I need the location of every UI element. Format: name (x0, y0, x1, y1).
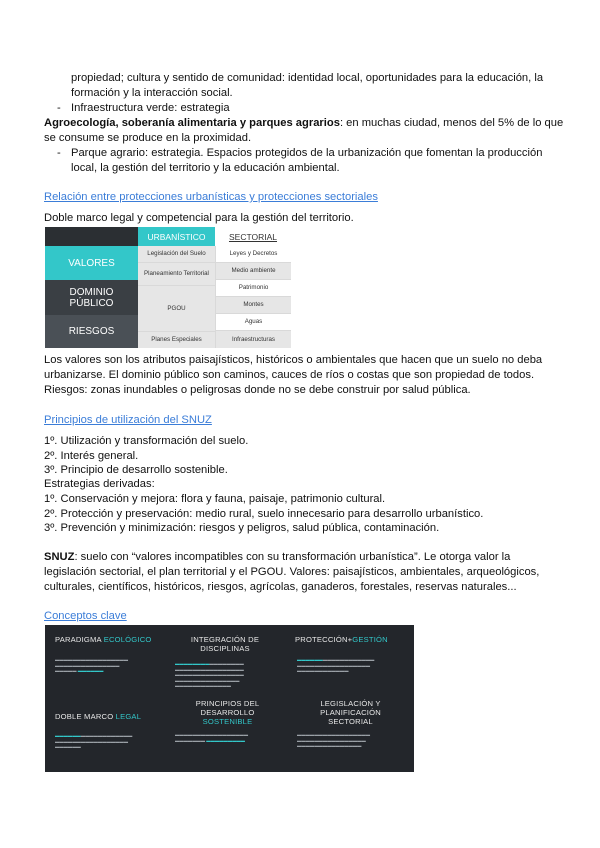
section-heading-principios[interactable]: Principios de utilización del SNUZ (44, 414, 212, 426)
col-sectorial: SECTORIAL (215, 227, 291, 246)
cell-planeamiento: Planeamiento Territorial (138, 263, 215, 285)
cell-legislacion-suelo: Legislación del Suelo (138, 246, 215, 262)
cell-leyes: Leyes y Decretos (216, 246, 291, 262)
section1-intro: Doble marco legal y competencial para la gestión del territorio. (44, 212, 354, 224)
concept-principios-text: ▬▬▬▬▬▬▬▬▬▬▬▬▬▬▬▬▬ ▬▬▬▬▬▬▬ ▬▬▬▬▬▬▬▬▬ (175, 732, 249, 743)
cell-planes-especiales: Planes Especiales (138, 332, 215, 348)
section-heading-conceptos[interactable]: Conceptos clave (44, 610, 127, 622)
section-heading-relacion[interactable]: Relación entre protecciones urbanísticas y protecciones sectoriales (44, 191, 378, 203)
concept-paradigma-text: ▬▬▬▬▬▬▬▬▬▬▬▬▬▬▬▬▬ ▬▬▬▬▬▬▬▬▬▬▬▬▬▬▬ ▬▬▬▬▬ ▬▬▬▬▬▬ (55, 657, 129, 674)
concept-proteccion-b: GESTIÓN (352, 635, 388, 644)
concept-paradigma (55, 635, 155, 644)
agro-bullet-1: Parque agrario: estrategia. Espacios protegidos de la urbanización que fomentan la producción (71, 147, 543, 159)
section1-para-3: Riesgos: zonas inundables o peligrosas donde no se debe construir por salud pública. (44, 384, 471, 396)
cell-montes: Montes (216, 297, 291, 313)
principle-2: 2º. Interés general. (44, 450, 139, 462)
concept-doble-text: ▬▬▬▬▬▬▬▬▬▬▬▬▬▬▬▬▬▬ ▬▬▬▬▬▬▬▬▬▬▬▬▬▬▬▬▬ ▬▬▬▬▬▬ (55, 733, 133, 750)
cell-pgou: PGOU (138, 286, 215, 331)
principle-3: 3º. Principio de desarrollo sostenible. (44, 464, 228, 476)
section1-para-2: urbanizarse. El dominio público son caminos, cauces de ríos o costas que son propiedad de todos. (44, 369, 535, 381)
strategies-title: Estrategias derivadas: (44, 478, 155, 490)
strategy-2: 2º. Protección y preservación: medio rural, suelo innecesario para desarrollo urbanístico. (44, 508, 484, 520)
concept-proteccion (295, 635, 405, 644)
protections-table (45, 227, 291, 348)
cell-infraestructuras: Infraestructuras (216, 331, 291, 348)
concept-principios-b: SOSTENIBLE (202, 717, 253, 726)
snuz-line-1 (44, 550, 510, 565)
agro-bold: Agroecología, soberanía alimentaria y parques agrarios (44, 117, 340, 129)
agro-line-1 (44, 116, 563, 131)
cell-medio-ambiente: Medio ambiente (216, 263, 291, 279)
cell-patrimonio: Patrimonio (216, 280, 291, 296)
snuz-bold: SNUZ (44, 551, 75, 563)
row-dominio-publico: DOMINIO PÚBLICO (45, 280, 138, 315)
concept-principios-a: PRINCIPIOS DEL DESARROLLO (195, 699, 260, 717)
intro-line-2: formación y la interacción social. (71, 87, 233, 99)
col-urbanistico: URBANÍSTICO (138, 227, 215, 246)
concept-legislacion-text: ▬▬▬▬▬▬▬▬▬▬▬▬▬▬▬▬▬ ▬▬▬▬▬▬▬▬▬▬▬▬▬▬▬▬ ▬▬▬▬▬▬▬▬▬▬▬▬▬▬▬ (297, 732, 371, 749)
concept-integracion-text: ▬▬▬▬▬▬▬▬▬▬▬▬▬▬▬▬ ▬▬▬▬▬▬▬▬▬▬▬▬▬▬▬▬ ▬▬▬▬▬▬▬▬▬▬▬▬▬▬▬▬ ▬▬▬▬▬▬▬▬▬▬▬▬▬▬▬ ▬▬▬▬▬▬▬▬▬▬▬▬▬ (175, 661, 244, 689)
concept-doble-marco (55, 712, 165, 721)
intro-line-1: propiedad; cultura y sentido de comunidad: identidad local, oportunidades para la educación, la (71, 72, 544, 84)
concept-paradigma-b: ECOLÓGICO (103, 635, 152, 644)
principle-1: 1º. Utilización y transformación del suelo. (44, 435, 249, 447)
bullet-dash: - (57, 147, 61, 159)
snuz-rest: : suelo con “valores incompatibles con su transformación urbanística”. Le otorga valor la (74, 551, 511, 563)
intro-bullet: Infraestructura verde: estrategia (71, 102, 230, 114)
concepts-image (45, 625, 414, 772)
agro-line-2: se consume se produce en la proximidad. (44, 132, 252, 144)
bullet-dash: - (57, 102, 61, 114)
concept-integracion: INTEGRACIÓN DE DISCIPLINAS (190, 635, 260, 653)
table-corner (45, 227, 138, 246)
agro-rest: : en muchas ciudad, menos del 5% de lo que (339, 117, 564, 129)
section1-para-1: Los valores son los atributos paisajísticos, históricos o ambientales que hacen que un suelo no deba (44, 354, 543, 366)
row-riesgos: RIESGOS (45, 315, 138, 348)
row-valores: VALORES (45, 246, 138, 280)
agro-bullet-2: local, la gestión del territorio y la educación ambiental. (71, 162, 340, 174)
concept-doble-a: DOBLE MARCO (55, 712, 116, 721)
concept-proteccion-text: ▬▬▬▬▬▬▬▬▬▬▬▬▬▬▬▬▬▬ ▬▬▬▬▬▬▬▬▬▬▬▬▬▬▬▬▬ ▬▬▬▬▬▬▬▬▬▬▬▬ (297, 657, 375, 674)
strategy-1: 1º. Conservación y mejora: flora y fauna, paisaje, patrimonio cultural. (44, 493, 386, 505)
concept-paradigma-a: PARADIGMA (55, 635, 104, 644)
snuz-line-2: legislación sectorial, el plan territorial y el PGOU. Valores: paisajísticos, ambientales, arqueológicos, (44, 566, 540, 578)
concept-principios (180, 699, 275, 726)
strategy-3: 3º. Prevención y minimización: riesgos y peligros, salud pública, contaminación. (44, 522, 440, 534)
concept-legislacion: LEGISLACIÓN Y PLANIFICACIÓN SECTORIAL (320, 699, 381, 726)
concept-proteccion-a: PROTECCIÓN+ (295, 635, 353, 644)
snuz-line-3: culturales, científicos, históricos, riesgos, agrícolas, ganaderos, forestales, reservas naturales... (44, 581, 517, 593)
concept-doble-b: LEGAL (115, 712, 142, 721)
cell-aguas: Aguas (216, 314, 291, 330)
